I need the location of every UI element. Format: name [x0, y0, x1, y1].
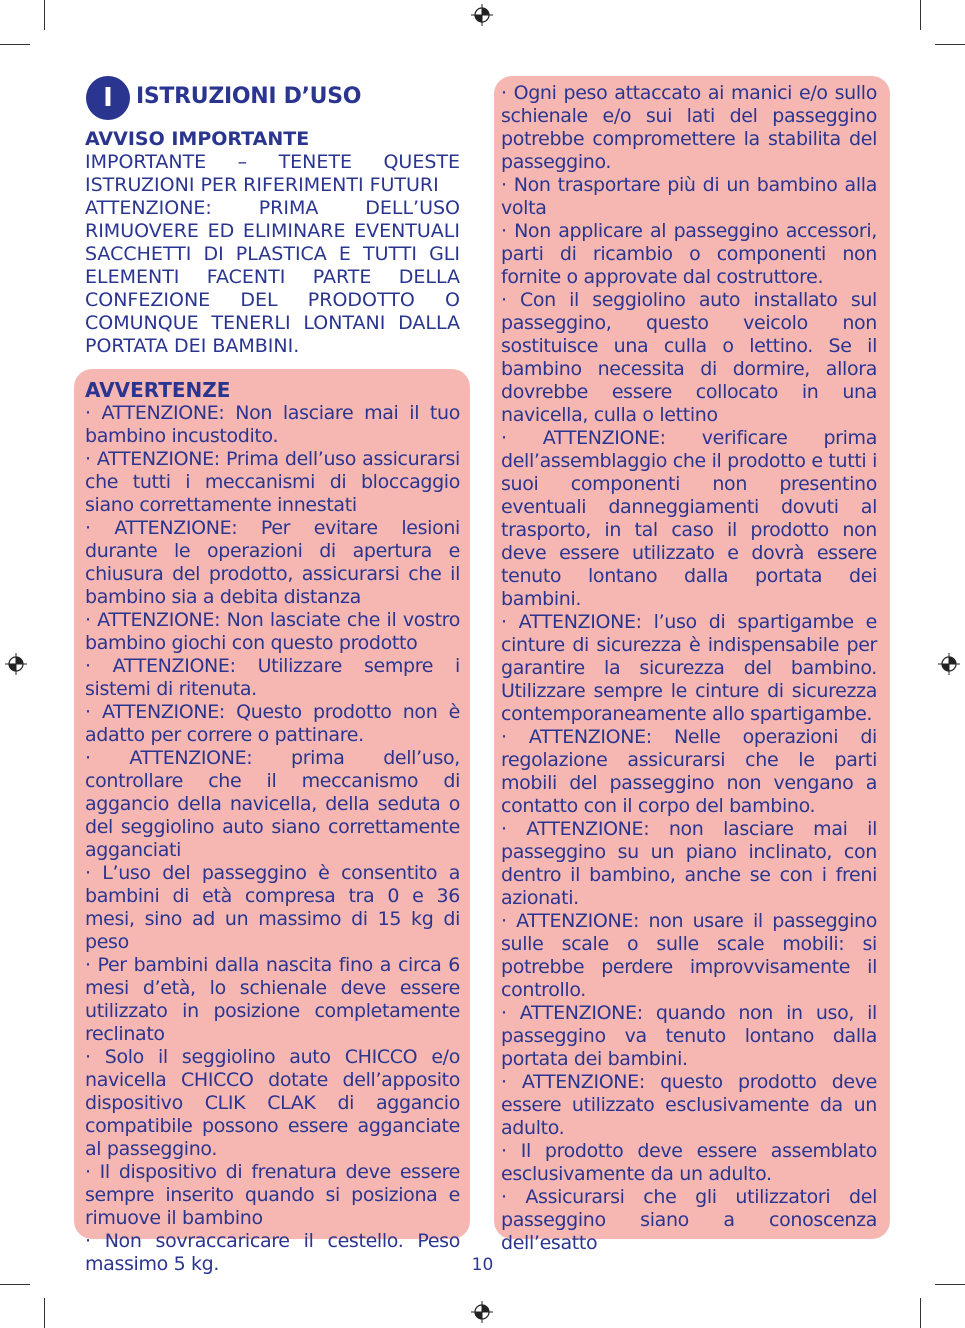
crop-mark: [44, 0, 45, 30]
warning-item: · Non trasportare più di un bambino alla volta: [501, 174, 877, 219]
notice-heading: AVVISO IMPORTANTE: [85, 128, 310, 150]
crop-mark: [935, 44, 965, 45]
warning-item: · ATTENZIONE: prima dell’uso, controllare che il meccanismo di aggancio della navicella, della seduta o del seggiolino auto siano correttamente agganciati: [85, 747, 460, 861]
section-title: ISTRUZIONI D’USO: [136, 84, 362, 109]
warning-item: · ATTENZIONE: non usare il passeggino sulle scale o sulle scale mobili: si potrebbe perdere improvvisamente il controllo.: [501, 910, 877, 1001]
warning-item: · Per bambini dalla nascita fino a circa 6 mesi d’età, lo schienale deve essere utilizzato in posizione completamente reclinato: [85, 954, 460, 1045]
warning-item: · L’uso del passeggino è consentito a bambini di età compresa tra 0 e 36 mesi, sino ad un massimo di 15 kg di peso: [85, 862, 460, 953]
warning-item: · ATTENZIONE: quando non in uso, il passeggino va tenuto lontano dalla portata dei bambini.: [501, 1002, 877, 1070]
warning-item: · Non applicare al passeggino accessori, parti di ricambio o componenti non fornite o approvate dal costruttore.: [501, 220, 877, 288]
important-notice: [85, 128, 460, 358]
warning-item: · Solo il seggiolino auto CHICCO e/o navicella CHICCO dotate dell’apposito dispositivo CLIK CLAK di aggancio compatibile possono essere agganciate al passeggino.: [85, 1046, 460, 1160]
warning-item: · Con il seggiolino auto installato sul passeggino, questo veicolo non sostituisce una culla o lettino. Se il bambino necessita di dormire, allora dovrebbe essere collocato in una navicella, culla o lettino: [501, 289, 877, 426]
crop-mark: [0, 1284, 30, 1285]
crop-mark: [44, 1298, 45, 1328]
warning-item: · ATTENZIONE: non lasciare mai il passeggino su un piano inclinato, con dentro il bambino, anche se con i freni azionati.: [501, 818, 877, 909]
registration-mark-icon: [938, 653, 960, 675]
warning-item: · ATTENZIONE: questo prodotto deve essere utilizzato esclusivamente da un adulto.: [501, 1071, 877, 1139]
registration-mark-icon: [5, 653, 27, 675]
registration-mark-icon: [471, 4, 493, 26]
warnings-panel-left: [74, 369, 470, 1275]
notice-paragraph: ATTENZIONE: PRIMA DELL’USO RIMUOVERE ED ELIMINARE EVENTUALI SACCHETTI DI PLASTICA E TUTTI GLI ELEMENTI FACENTI PARTE DELLA CONFEZIONE DEL PRODOTTO O COMUNQUE TENERLI LONTANI DALLA PORTATA DEI BAMBINI.: [85, 197, 460, 357]
crop-mark: [0, 44, 30, 45]
warning-item: · ATTENZIONE: Questo prodotto non è adatto per correre o pattinare.: [85, 701, 460, 746]
crop-mark: [935, 1284, 965, 1285]
warning-item: · ATTENZIONE: Nelle operazioni di regolazione assicurarsi che le parti mobili del passeggino non vengano a contatto con il corpo del bambino.: [501, 726, 877, 817]
crop-mark: [920, 1298, 921, 1328]
warning-item: · ATTENZIONE: Non lasciare mai il tuo bambino incustodito.: [85, 402, 460, 447]
language-badge: I: [86, 76, 130, 120]
page-number: 10: [471, 1255, 494, 1275]
warning-item: · ATTENZIONE: Prima dell’uso assicurarsi che tutti i meccanismi di bloccaggio siano correttamente innestati: [85, 448, 460, 516]
warning-item: · Non sovraccaricare il cestello. Peso massimo 5 kg.: [85, 1230, 460, 1275]
warning-item: · Il prodotto deve essere assemblato esclusivamente da un adulto.: [501, 1140, 877, 1185]
warning-item: · ATTENZIONE: l’uso di spartigambe e cinture di sicurezza è indispensabile per garantire la sicurezza del bambino. Utilizzare sempre le cinture di sicurezza contemporaneamente allo spartigambe.: [501, 611, 877, 725]
warning-item: · Il dispositivo di frenatura deve essere sempre inserito quando si posiziona e rimuove il bambino: [85, 1161, 460, 1229]
warning-item: · Assicurarsi che gli utilizzatori del passeggino siano a conoscenza dell’esatto: [501, 1186, 877, 1254]
notice-paragraph: IMPORTANTE – TENETE QUESTE ISTRUZIONI PER RIFERIMENTI FUTURI: [85, 151, 460, 196]
warning-item: · Ogni peso attaccato ai manici e/o sullo schienale e/o sui lati del passeggino potrebbe compromettere la stabilita del passeggino.: [501, 82, 877, 173]
warning-item: · ATTENZIONE: Non lasciate che il vostro bambino giochi con questo prodotto: [85, 609, 460, 654]
warning-item: · ATTENZIONE: Utilizzare sempre i sistemi di ritenuta.: [85, 655, 460, 700]
registration-mark-icon: [471, 1301, 493, 1323]
warning-item: · ATTENZIONE: Per evitare lesioni durante le operazioni di apertura e chiusura del prodotto, assicurarsi che il bambino sia a debita distanza: [85, 517, 460, 608]
crop-mark: [920, 0, 921, 30]
warnings-panel-right: [494, 76, 890, 1254]
warning-item: · ATTENZIONE: verificare prima dell’assemblaggio che il prodotto e tutti i suoi componenti non presentino eventuali danneggiamenti dovuti al trasporto, in tal caso il prodotto non deve essere utilizzato e dovrà essere tenuto lontano dalla portata dei bambini.: [501, 427, 877, 610]
warnings-heading: AVVERTENZE: [85, 378, 231, 402]
